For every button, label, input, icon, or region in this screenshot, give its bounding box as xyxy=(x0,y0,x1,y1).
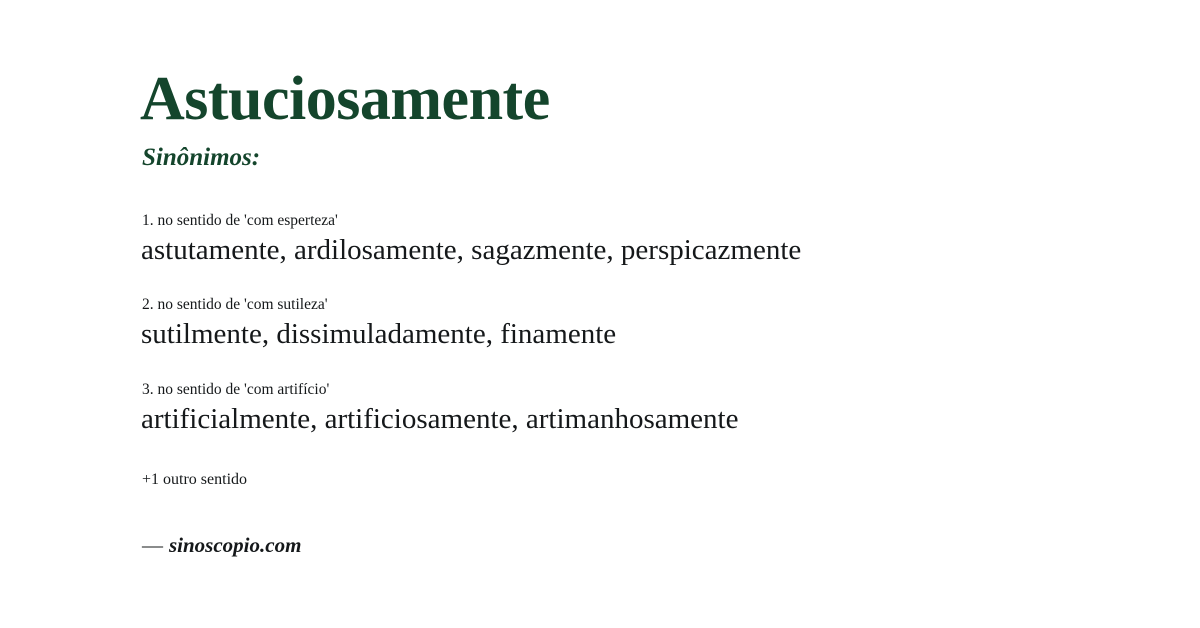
em-dash: — xyxy=(142,532,163,557)
list-item xyxy=(140,381,1100,437)
page-title: Astuciosamente xyxy=(140,65,550,133)
sense-synonyms: sutilmente, dissimuladamente, finamente xyxy=(141,318,617,351)
sense-synonyms: artificialmente, artificiosamente, artimanhosamente xyxy=(141,402,739,435)
source-attribution xyxy=(142,533,1100,558)
sense-label: 1. no sentido de 'com esperteza' xyxy=(142,212,338,229)
more-senses-note: +1 outro sentido xyxy=(142,470,248,488)
list-item xyxy=(140,212,1100,268)
sense-label: 3. no sentido de 'com artifício' xyxy=(142,380,330,398)
source-name: sinoscopio.com xyxy=(169,532,302,557)
list-item xyxy=(140,296,1100,352)
sense-synonyms: astutamente, ardilosamente, sagazmente, perspicazmente xyxy=(141,234,802,266)
sense-label: 2. no sentido de 'com sutileza' xyxy=(142,296,328,314)
synonyms-subtitle: Sinônimos: xyxy=(142,144,261,171)
senses-list xyxy=(140,212,1100,437)
